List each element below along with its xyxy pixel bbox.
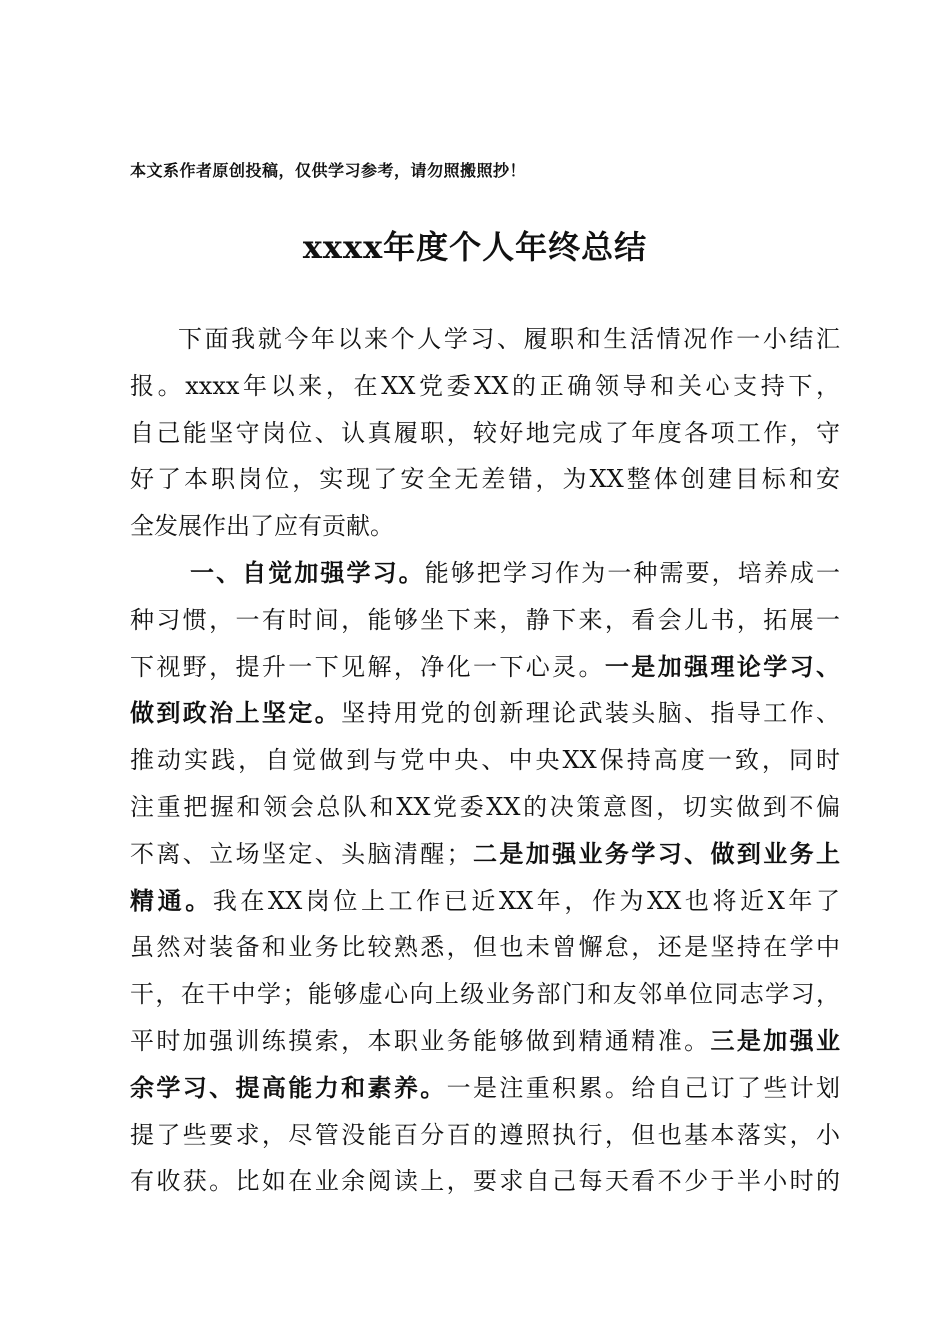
paragraph-2-line-9: 虽然对装备和业务比较熟悉，但也未曾懈怠，还是坚持在学中 — [130, 933, 840, 962]
paragraph-2-line-3-text: 下视野，提升一下见解，净化一下心灵。 — [130, 652, 605, 681]
paragraph-1-line-3: 自己能坚守岗位、认真履职，较好地完成了年度各项工作，守 — [130, 418, 840, 447]
paragraph-2-line-7 — [130, 831, 840, 878]
paragraph-2-line-1-text: 能够把学习作为一种需要，培养成一 — [424, 558, 840, 587]
paragraph-2-line-3 — [130, 644, 840, 691]
paragraph-1-line-2: 报。xxxx年以来，在XX党委XX的正确领导和关心支持下， — [130, 371, 840, 400]
paragraph-1-line-4: 好了本职岗位，实现了安全无差错，为XX整体创建目标和安 — [130, 465, 840, 494]
paragraph-2-line-5: 推动实践，自觉做到与党中央、中央XX保持高度一致，同时 — [130, 746, 840, 775]
paragraph-1-line-5: 全发展作出了应有贡献。 — [130, 512, 394, 541]
subheading-2-cont: 精通。 — [130, 885, 213, 915]
paragraph-2-line-13: 提了些要求，尽管没能百分百的遵照执行，但也基本落实，小 — [130, 1120, 840, 1149]
paragraph-2-line-10: 干，在干中学；能够虚心向上级业务部门和友邻单位同志学习， — [130, 980, 840, 1009]
paragraph-2-line-11 — [130, 1018, 840, 1065]
paragraph-2-line-4 — [130, 690, 840, 737]
document-title: xxxx年度个人年终总结 — [302, 228, 648, 266]
paragraph-2-line-8 — [130, 878, 840, 925]
paragraph-2-line-8-text: 我在XX岗位上工作已近XX年，作为XX也将近X年了 — [212, 886, 841, 915]
subheading-3-cont: 余学习、提高能力和素养。 — [130, 1072, 447, 1102]
paragraph-2-line-12-text: 一是注重积累。给自己订了些计划 — [446, 1073, 841, 1102]
subheading-3: 三是加强业 — [710, 1025, 841, 1055]
paragraph-2-line-2: 种习惯，一有时间，能够坐下来，静下来，看会儿书，拓展一 — [130, 605, 840, 634]
paragraph-2-line-6: 注重把握和领会总队和XX党委XX的决策意图，切实做到不偏 — [130, 792, 840, 821]
paragraph-2-line-14: 有收获。比如在业余阅读上，要求自己每天看不少于半小时的 — [130, 1167, 840, 1196]
paragraph-2-line-4-text: 坚持用党的创新理论武装头脑、指导工作、 — [341, 699, 840, 728]
subheading-1-cont: 做到政治上坚定。 — [130, 698, 342, 728]
paragraph-2-line-12 — [130, 1065, 840, 1112]
copyright-notice: 本文系作者原创投稿，仅供学习参考，请勿照搬照抄！ — [130, 161, 527, 180]
paragraph-1-line-1: 下面我就今年以来个人学习、履职和生活情况作一小结汇 — [178, 325, 840, 353]
paragraph-2-line-11-text: 平时加强训练摸索，本职业务能够做到精通精准。 — [130, 1026, 711, 1055]
subheading-1: 一是加强理论学习、 — [604, 651, 840, 681]
subheading-2: 二是加强业务学习、做到业务上 — [470, 838, 841, 868]
paragraph-2-line-7-text: 不离、立场坚定、头脑清醒； — [130, 839, 471, 868]
document-body — [130, 316, 840, 1205]
paragraph-2-line-1 — [130, 550, 840, 597]
section-heading: 一、自觉加强学习。 — [190, 558, 425, 587]
